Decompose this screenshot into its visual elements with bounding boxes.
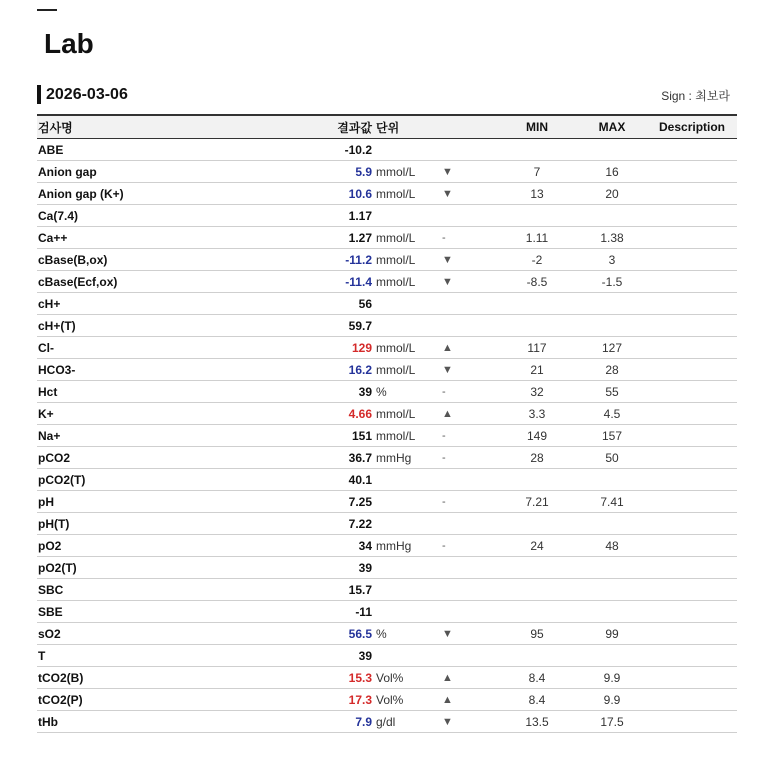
result-value: 34 xyxy=(282,535,374,557)
result-value: -10.2 xyxy=(282,139,374,161)
result-min: 3.3 xyxy=(467,403,567,425)
result-value: -11 xyxy=(282,601,374,623)
result-min: 13.5 xyxy=(467,711,567,733)
result-unit: mmol/L xyxy=(374,271,439,293)
result-name: cBase(B,ox) xyxy=(37,249,282,271)
result-unit xyxy=(374,469,439,491)
result-unit: % xyxy=(374,623,439,645)
result-flag xyxy=(439,293,467,315)
table-row xyxy=(37,601,737,623)
result-flag xyxy=(439,139,467,161)
signature: Sign : 최보라 xyxy=(661,89,730,103)
low-flag-icon: ▼ xyxy=(439,249,467,271)
result-name: pH(T) xyxy=(37,513,282,535)
result-max xyxy=(567,469,647,491)
result-min: 8.4 xyxy=(467,689,567,711)
result-value: 151 xyxy=(282,425,374,447)
result-unit xyxy=(374,601,439,623)
result-name: pO2 xyxy=(37,535,282,557)
result-name: cH+ xyxy=(37,293,282,315)
lab-results-table xyxy=(37,114,737,733)
result-value: 1.27 xyxy=(282,227,374,249)
table-row xyxy=(37,249,737,271)
result-value: 129 xyxy=(282,337,374,359)
result-description xyxy=(647,359,737,381)
result-description xyxy=(647,513,737,535)
result-description xyxy=(647,183,737,205)
header-unit: 단위 xyxy=(374,115,439,139)
table-row xyxy=(37,667,737,689)
table-header-row xyxy=(37,115,737,139)
result-value: 39 xyxy=(282,557,374,579)
result-description xyxy=(647,425,737,447)
date-marker-bar xyxy=(37,85,41,104)
result-unit: g/dl xyxy=(374,711,439,733)
result-description xyxy=(647,205,737,227)
result-description xyxy=(647,557,737,579)
result-name: pCO2 xyxy=(37,447,282,469)
result-max xyxy=(567,139,647,161)
result-value: 40.1 xyxy=(282,469,374,491)
table-row xyxy=(37,381,737,403)
result-unit xyxy=(374,491,439,513)
result-name: ABE xyxy=(37,139,282,161)
result-value: 10.6 xyxy=(282,183,374,205)
table-row xyxy=(37,337,737,359)
result-unit: mmol/L xyxy=(374,425,439,447)
result-max: 3 xyxy=(567,249,647,271)
result-flag: - xyxy=(439,227,467,249)
table-row xyxy=(37,469,737,491)
low-flag-icon: ▼ xyxy=(439,623,467,645)
result-unit xyxy=(374,315,439,337)
table-row xyxy=(37,161,737,183)
result-value: 36.7 xyxy=(282,447,374,469)
low-flag-icon: ▼ xyxy=(439,359,467,381)
result-description xyxy=(647,337,737,359)
table-row xyxy=(37,183,737,205)
table-row xyxy=(37,557,737,579)
result-name: cH+(T) xyxy=(37,315,282,337)
table-row xyxy=(37,535,737,557)
result-name: pO2(T) xyxy=(37,557,282,579)
result-max xyxy=(567,579,647,601)
result-max: 99 xyxy=(567,623,647,645)
high-flag-icon: ▲ xyxy=(439,337,467,359)
result-max: 1.38 xyxy=(567,227,647,249)
result-description xyxy=(647,271,737,293)
result-min: 21 xyxy=(467,359,567,381)
result-value: 56 xyxy=(282,293,374,315)
top-divider xyxy=(37,9,57,11)
result-flag: - xyxy=(439,491,467,513)
result-min: -2 xyxy=(467,249,567,271)
result-min: 28 xyxy=(467,447,567,469)
table-row xyxy=(37,711,737,733)
result-value: 5.9 xyxy=(282,161,374,183)
result-value: 56.5 xyxy=(282,623,374,645)
result-min xyxy=(467,469,567,491)
table-row xyxy=(37,205,737,227)
result-value: 7.9 xyxy=(282,711,374,733)
result-unit xyxy=(374,293,439,315)
result-description xyxy=(647,579,737,601)
table-row xyxy=(37,315,737,337)
result-max: 55 xyxy=(567,381,647,403)
result-description xyxy=(647,403,737,425)
result-name: Ca++ xyxy=(37,227,282,249)
result-value: 4.66 xyxy=(282,403,374,425)
result-max: 9.9 xyxy=(567,689,647,711)
result-unit xyxy=(374,205,439,227)
result-value: 16.2 xyxy=(282,359,374,381)
result-description xyxy=(647,623,737,645)
result-name: SBC xyxy=(37,579,282,601)
header-name: 검사명 xyxy=(37,115,282,139)
result-flag: - xyxy=(439,381,467,403)
result-description xyxy=(647,315,737,337)
result-flag: - xyxy=(439,425,467,447)
result-name: Ca(7.4) xyxy=(37,205,282,227)
result-unit: mmol/L xyxy=(374,359,439,381)
result-max xyxy=(567,315,647,337)
result-max: 4.5 xyxy=(567,403,647,425)
result-unit: mmol/L xyxy=(374,337,439,359)
result-unit: mmHg xyxy=(374,447,439,469)
result-min xyxy=(467,315,567,337)
result-max: 28 xyxy=(567,359,647,381)
result-name: pCO2(T) xyxy=(37,469,282,491)
result-flag xyxy=(439,315,467,337)
result-min: 117 xyxy=(467,337,567,359)
result-min: -8.5 xyxy=(467,271,567,293)
result-max: 48 xyxy=(567,535,647,557)
result-max xyxy=(567,645,647,667)
result-name: Anion gap xyxy=(37,161,282,183)
result-max xyxy=(567,205,647,227)
report-date: 2026-03-06 xyxy=(46,86,128,103)
result-max: 17.5 xyxy=(567,711,647,733)
table-row xyxy=(37,491,737,513)
header-flag xyxy=(439,115,467,139)
result-description xyxy=(647,667,737,689)
result-min xyxy=(467,645,567,667)
result-min: 95 xyxy=(467,623,567,645)
result-max xyxy=(567,557,647,579)
low-flag-icon: ▼ xyxy=(439,271,467,293)
result-min xyxy=(467,579,567,601)
result-max: 157 xyxy=(567,425,647,447)
result-description xyxy=(647,689,737,711)
result-min xyxy=(467,557,567,579)
high-flag-icon: ▲ xyxy=(439,667,467,689)
result-max: 20 xyxy=(567,183,647,205)
result-unit: mmol/L xyxy=(374,249,439,271)
table-row xyxy=(37,359,737,381)
result-value: 39 xyxy=(282,645,374,667)
result-max: 16 xyxy=(567,161,647,183)
result-max xyxy=(567,601,647,623)
result-unit xyxy=(374,139,439,161)
page-title: Lab xyxy=(44,28,94,59)
result-flag xyxy=(439,557,467,579)
result-unit xyxy=(374,645,439,667)
result-unit: % xyxy=(374,381,439,403)
result-description xyxy=(647,601,737,623)
result-value: 59.7 xyxy=(282,315,374,337)
result-name: Anion gap (K+) xyxy=(37,183,282,205)
high-flag-icon: ▲ xyxy=(439,689,467,711)
low-flag-icon: ▼ xyxy=(439,711,467,733)
result-min: 7.21 xyxy=(467,491,567,513)
result-value: 15.3 xyxy=(282,667,374,689)
result-name: tCO2(P) xyxy=(37,689,282,711)
result-description xyxy=(647,139,737,161)
result-min xyxy=(467,513,567,535)
table-row xyxy=(37,513,737,535)
low-flag-icon: ▼ xyxy=(439,161,467,183)
result-flag xyxy=(439,513,467,535)
header-description: Description xyxy=(647,115,737,139)
result-name: sO2 xyxy=(37,623,282,645)
table-row xyxy=(37,689,737,711)
result-name: Cl- xyxy=(37,337,282,359)
result-value: -11.2 xyxy=(282,249,374,271)
result-unit: mmHg xyxy=(374,535,439,557)
table-row xyxy=(37,403,737,425)
result-description xyxy=(647,469,737,491)
result-name: HCO3- xyxy=(37,359,282,381)
header-min: MIN xyxy=(467,115,567,139)
result-unit: mmol/L xyxy=(374,161,439,183)
table-row xyxy=(37,293,737,315)
result-description xyxy=(647,293,737,315)
result-value: -11.4 xyxy=(282,271,374,293)
result-min: 7 xyxy=(467,161,567,183)
result-max xyxy=(567,293,647,315)
result-max: 7.41 xyxy=(567,491,647,513)
result-name: K+ xyxy=(37,403,282,425)
result-max: 50 xyxy=(567,447,647,469)
result-min: 149 xyxy=(467,425,567,447)
low-flag-icon: ▼ xyxy=(439,183,467,205)
result-min: 32 xyxy=(467,381,567,403)
result-name: Na+ xyxy=(37,425,282,447)
result-value: 15.7 xyxy=(282,579,374,601)
result-flag xyxy=(439,205,467,227)
result-name: tHb xyxy=(37,711,282,733)
result-max: 9.9 xyxy=(567,667,647,689)
result-max xyxy=(567,513,647,535)
result-min xyxy=(467,205,567,227)
result-flag xyxy=(439,645,467,667)
result-name: T xyxy=(37,645,282,667)
result-unit: mmol/L xyxy=(374,183,439,205)
table-row xyxy=(37,447,737,469)
result-description xyxy=(647,711,737,733)
result-min xyxy=(467,601,567,623)
result-name: tCO2(B) xyxy=(37,667,282,689)
result-max: -1.5 xyxy=(567,271,647,293)
result-value: 17.3 xyxy=(282,689,374,711)
result-min xyxy=(467,139,567,161)
high-flag-icon: ▲ xyxy=(439,403,467,425)
result-flag xyxy=(439,469,467,491)
result-unit xyxy=(374,579,439,601)
result-flag: - xyxy=(439,447,467,469)
result-description xyxy=(647,645,737,667)
table-row xyxy=(37,139,737,161)
result-flag xyxy=(439,579,467,601)
result-description xyxy=(647,381,737,403)
result-flag xyxy=(439,601,467,623)
result-min: 13 xyxy=(467,183,567,205)
table-row xyxy=(37,271,737,293)
result-value: 39 xyxy=(282,381,374,403)
table-row xyxy=(37,623,737,645)
result-unit xyxy=(374,513,439,535)
result-description xyxy=(647,227,737,249)
header-value: 결과값 xyxy=(282,115,374,139)
result-description xyxy=(647,447,737,469)
result-min xyxy=(467,293,567,315)
result-description xyxy=(647,535,737,557)
table-row xyxy=(37,425,737,447)
result-value: 7.22 xyxy=(282,513,374,535)
result-name: Hct xyxy=(37,381,282,403)
result-unit: Vol% xyxy=(374,667,439,689)
result-description xyxy=(647,249,737,271)
result-flag: - xyxy=(439,535,467,557)
result-value: 7.25 xyxy=(282,491,374,513)
table-row xyxy=(37,227,737,249)
result-name: SBE xyxy=(37,601,282,623)
result-min: 8.4 xyxy=(467,667,567,689)
result-name: cBase(Ecf,ox) xyxy=(37,271,282,293)
result-unit: mmol/L xyxy=(374,227,439,249)
result-max: 127 xyxy=(567,337,647,359)
table-row xyxy=(37,645,737,667)
result-name: pH xyxy=(37,491,282,513)
result-unit xyxy=(374,557,439,579)
result-description xyxy=(647,161,737,183)
result-min: 24 xyxy=(467,535,567,557)
result-unit: Vol% xyxy=(374,689,439,711)
result-description xyxy=(647,491,737,513)
result-min: 1.11 xyxy=(467,227,567,249)
result-value: 1.17 xyxy=(282,205,374,227)
header-max: MAX xyxy=(567,115,647,139)
table-row xyxy=(37,579,737,601)
result-unit: mmol/L xyxy=(374,403,439,425)
